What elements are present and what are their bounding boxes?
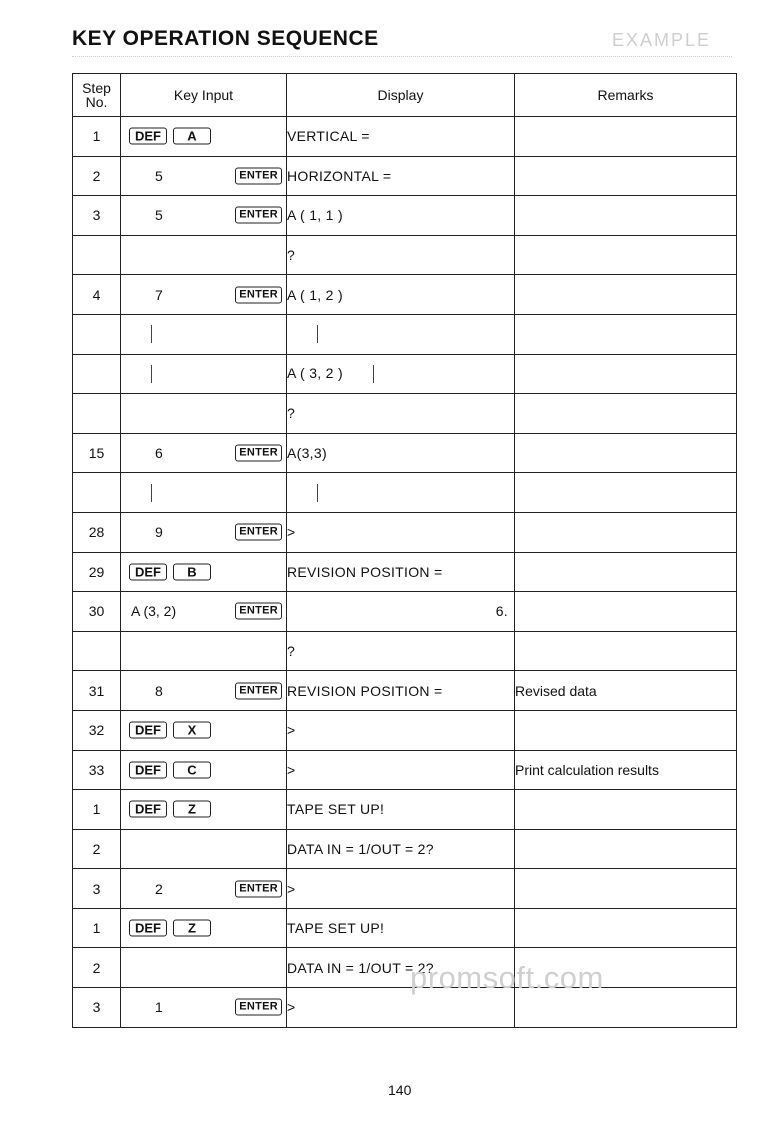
key-cap: DEF: [129, 128, 167, 145]
display-text: >: [287, 761, 296, 778]
key-value: 8: [155, 682, 163, 699]
key-input-cell: [121, 790, 287, 830]
step-number: [73, 235, 121, 275]
continuation-line: [151, 365, 152, 383]
remarks-cell: [515, 394, 737, 434]
key-group: [129, 801, 211, 818]
key-input-cell: [121, 354, 287, 394]
enter-key: ENTER: [235, 524, 282, 541]
remarks-cell: [515, 433, 737, 473]
display-cell: [287, 433, 515, 473]
step-number: 31: [73, 671, 121, 711]
continuation-line: [151, 484, 152, 502]
display-text: >: [287, 880, 296, 897]
display-text: TAPE SET UP!: [287, 920, 385, 937]
key-cap: C: [173, 761, 211, 778]
step-number: 1: [73, 790, 121, 830]
display-cell: [287, 354, 515, 394]
display-cell: [287, 512, 515, 552]
step-number: 4: [73, 275, 121, 315]
table-row: [73, 948, 737, 988]
display-text: DATA IN = 1/OUT = 2?: [287, 840, 434, 857]
header-step-line1: Step: [82, 80, 111, 96]
table-row: [73, 117, 737, 157]
remarks-cell: [515, 512, 737, 552]
key-cap: DEF: [129, 801, 167, 818]
display-cell: [287, 196, 515, 236]
enter-key: ENTER: [235, 880, 282, 897]
key-input-cell: [121, 314, 287, 354]
step-number: 28: [73, 512, 121, 552]
display-cell: [287, 750, 515, 790]
display-text: A ( 1, 1 ): [287, 207, 343, 224]
key-cap: Z: [173, 920, 211, 937]
table-row: [73, 710, 737, 750]
key-input-cell: [121, 671, 287, 711]
step-number: 3: [73, 869, 121, 909]
key-cap: DEF: [129, 722, 167, 739]
remarks-cell: [515, 869, 737, 909]
key-value: 7: [155, 286, 163, 303]
display-cell: [287, 394, 515, 434]
key-input-cell: [121, 473, 287, 513]
table-row: [73, 908, 737, 948]
step-number: 2: [73, 156, 121, 196]
table-row: [73, 196, 737, 236]
key-operation-table: [72, 73, 737, 1028]
table-row: [73, 790, 737, 830]
step-number: 2: [73, 948, 121, 988]
key-cap: DEF: [129, 563, 167, 580]
enter-key: ENTER: [235, 167, 282, 184]
display-text: A ( 3, 2 ): [287, 364, 343, 381]
step-number: 3: [73, 196, 121, 236]
remarks-cell: [515, 710, 737, 750]
header-step-line2: No.: [85, 94, 108, 110]
table-row: [73, 354, 737, 394]
display-cell: [287, 314, 515, 354]
key-input-cell: [121, 829, 287, 869]
key-input-cell: [121, 156, 287, 196]
display-text: TAPE SET UP!: [287, 801, 385, 818]
remarks-cell: [515, 552, 737, 592]
enter-key: ENTER: [235, 603, 282, 620]
remarks-cell: Revised data: [515, 671, 737, 711]
step-number: 32: [73, 710, 121, 750]
key-value: 5: [155, 167, 163, 184]
page-title: KEY OPERATION SEQUENCE: [72, 27, 379, 50]
display-text: REVISION POSITION =: [287, 563, 443, 580]
key-cap: DEF: [129, 920, 167, 937]
remarks-cell: [515, 156, 737, 196]
key-input-cell: [121, 275, 287, 315]
table-row: [73, 473, 737, 513]
remarks-cell: [515, 908, 737, 948]
key-group: [129, 563, 211, 580]
key-input-cell: [121, 512, 287, 552]
header-key-input: Key Input: [121, 74, 287, 117]
remarks-cell: [515, 790, 737, 830]
enter-key: ENTER: [235, 682, 282, 699]
continuation-line: [317, 484, 318, 502]
display-text: ?: [287, 247, 296, 264]
table-row: [73, 631, 737, 671]
key-input-cell: [121, 908, 287, 948]
table-row: [73, 750, 737, 790]
key-value: 1: [155, 999, 163, 1016]
remarks-cell: [515, 829, 737, 869]
display-value-right: 6.: [495, 603, 508, 620]
display-text: A ( 1, 2 ): [287, 286, 343, 303]
display-text: A(3,3): [287, 445, 327, 462]
key-input-cell: [121, 988, 287, 1028]
table-row: [73, 592, 737, 632]
remarks-cell: [515, 275, 737, 315]
key-value: 2: [155, 880, 163, 897]
display-cell: [287, 671, 515, 711]
key-value: A (3, 2): [131, 603, 177, 620]
remarks-cell: [515, 631, 737, 671]
key-input-cell: [121, 196, 287, 236]
key-input-cell: [121, 948, 287, 988]
header-display: Display: [287, 74, 515, 117]
key-cap: DEF: [129, 761, 167, 778]
key-cap: Z: [173, 801, 211, 818]
step-number: [73, 314, 121, 354]
step-number: [73, 473, 121, 513]
step-number: 15: [73, 433, 121, 473]
step-number: [73, 354, 121, 394]
display-cell: [287, 117, 515, 157]
key-group: [129, 920, 211, 937]
enter-key: ENTER: [235, 999, 282, 1016]
step-number: 33: [73, 750, 121, 790]
header-step: [73, 74, 121, 117]
step-number: [73, 394, 121, 434]
watermark: promsoft.com: [410, 960, 604, 995]
enter-key: ENTER: [235, 445, 282, 462]
ghost-line: [72, 56, 732, 67]
key-input-cell: [121, 750, 287, 790]
continuation-line: [317, 325, 318, 343]
key-input-cell: [121, 631, 287, 671]
key-input-cell: [121, 117, 287, 157]
display-text: HORIZONTAL =: [287, 167, 392, 184]
key-input-cell: [121, 869, 287, 909]
table-header-row: [73, 74, 737, 117]
key-value: 5: [155, 207, 163, 224]
key-group: [129, 128, 211, 145]
key-group: [129, 761, 211, 778]
display-text: DATA IN = 1/OUT = 2?: [287, 959, 434, 976]
remarks-cell: Print calculation results: [515, 750, 737, 790]
display-cell: [287, 908, 515, 948]
display-cell: [287, 156, 515, 196]
table-row: [73, 235, 737, 275]
step-number: 29: [73, 552, 121, 592]
table-row: [73, 988, 737, 1028]
remarks-cell: [515, 235, 737, 275]
ghost-header: EXAMPLE: [612, 30, 712, 50]
step-number: 30: [73, 592, 121, 632]
display-cell: [287, 829, 515, 869]
remarks-cell: [515, 354, 737, 394]
step-number: [73, 631, 121, 671]
key-cap: B: [173, 563, 211, 580]
key-input-cell: [121, 710, 287, 750]
table-row: [73, 552, 737, 592]
display-cell: [287, 275, 515, 315]
display-text: >: [287, 722, 296, 739]
display-text: REVISION POSITION =: [287, 682, 443, 699]
remarks-cell: [515, 473, 737, 513]
display-cell: [287, 552, 515, 592]
header-remarks: Remarks: [515, 74, 737, 117]
table-row: [73, 433, 737, 473]
remarks-cell: [515, 592, 737, 632]
remarks-cell: [515, 196, 737, 236]
step-number: 1: [73, 117, 121, 157]
enter-key: ENTER: [235, 286, 282, 303]
continuation-line: [373, 365, 374, 383]
display-cell: [287, 631, 515, 671]
continuation-line: [151, 325, 152, 343]
display-text: >: [287, 524, 296, 541]
step-number: 2: [73, 829, 121, 869]
table-row: [73, 671, 737, 711]
remarks-cell: [515, 117, 737, 157]
display-cell: [287, 869, 515, 909]
step-number: 3: [73, 988, 121, 1028]
key-input-cell: [121, 235, 287, 275]
display-cell: [287, 710, 515, 750]
display-cell: [287, 790, 515, 830]
table-row: [73, 156, 737, 196]
display-text: ?: [287, 405, 296, 422]
table-row: [73, 512, 737, 552]
table-row: [73, 314, 737, 354]
key-input-cell: [121, 552, 287, 592]
key-input-cell: [121, 433, 287, 473]
key-value: 9: [155, 524, 163, 541]
enter-key: ENTER: [235, 207, 282, 224]
table-row: [73, 869, 737, 909]
display-text: VERTICAL =: [287, 128, 370, 145]
key-group: [129, 722, 211, 739]
display-text: >: [287, 999, 296, 1016]
display-text: ?: [287, 643, 296, 660]
step-number: 1: [73, 908, 121, 948]
display-cell: [287, 592, 515, 632]
table-row: [73, 394, 737, 434]
key-cap: X: [173, 722, 211, 739]
table-row: [73, 829, 737, 869]
key-input-cell: [121, 592, 287, 632]
display-cell: [287, 473, 515, 513]
display-cell: [287, 235, 515, 275]
table-row: [73, 275, 737, 315]
page-number: 140: [388, 1082, 412, 1098]
remarks-cell: [515, 314, 737, 354]
key-input-cell: [121, 394, 287, 434]
key-value: 6: [155, 445, 163, 462]
key-cap: A: [173, 128, 211, 145]
